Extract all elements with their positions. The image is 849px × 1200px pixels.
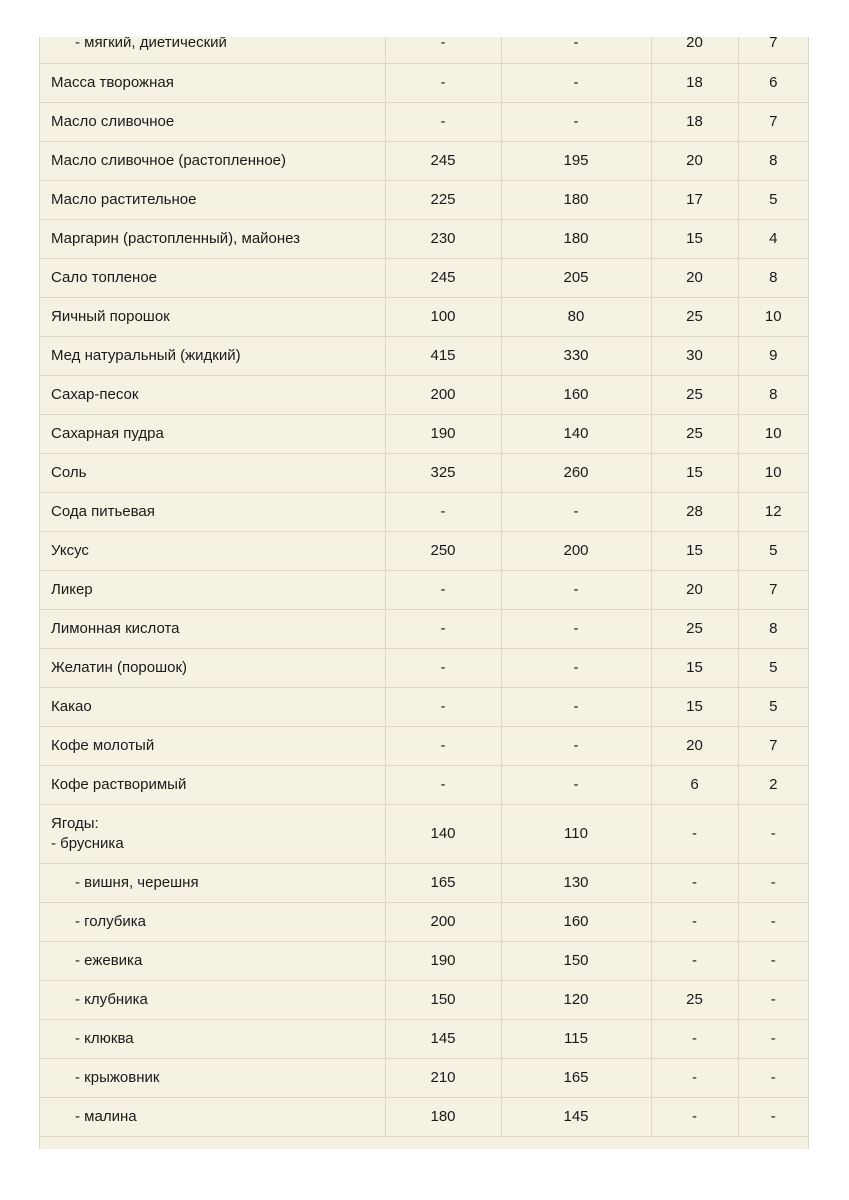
product-name-cell: [40, 570, 385, 609]
product-name-cell: [40, 258, 385, 297]
value-cell-col2: 160: [501, 902, 651, 941]
product-name-label: Масло сливочное: [51, 112, 175, 130]
value-cell-col1: -: [385, 492, 501, 531]
product-name-cell: [40, 37, 385, 63]
product-name-label: - вишня, черешня: [75, 873, 199, 891]
table-row: [40, 1019, 808, 1058]
value-cell-col3: 15: [651, 648, 738, 687]
table-row: [40, 453, 808, 492]
value-cell-col4: 5: [738, 648, 808, 687]
value-cell-col3: 20: [651, 141, 738, 180]
table-body: [40, 37, 808, 1136]
value-cell-col4: -: [738, 804, 808, 863]
value-cell-col3: 20: [651, 726, 738, 765]
value-cell-col3: 25: [651, 414, 738, 453]
value-cell-col4: 10: [738, 297, 808, 336]
value-cell-col4: 7: [738, 102, 808, 141]
measures-table-sheet: [39, 37, 809, 1149]
value-cell-col1: 245: [385, 141, 501, 180]
table-row: [40, 941, 808, 980]
value-cell-col3: 15: [651, 453, 738, 492]
value-cell-col2: 330: [501, 336, 651, 375]
value-cell-col1: 165: [385, 863, 501, 902]
value-cell-col4: 2: [738, 765, 808, 804]
product-name-cell: [40, 726, 385, 765]
value-cell-col2: 205: [501, 258, 651, 297]
product-name-label: - брусника: [51, 834, 124, 852]
value-cell-col2: -: [501, 765, 651, 804]
table-row: [40, 570, 808, 609]
product-name-label: Сахар-песок: [51, 385, 139, 403]
product-name-cell: [40, 609, 385, 648]
value-cell-col2: 165: [501, 1058, 651, 1097]
value-cell-col2: 115: [501, 1019, 651, 1058]
product-name-label: - голубика: [75, 912, 146, 930]
value-cell-col4: 5: [738, 531, 808, 570]
value-cell-col4: 8: [738, 258, 808, 297]
value-cell-col2: 140: [501, 414, 651, 453]
product-name-cell: [40, 297, 385, 336]
value-cell-col3: 18: [651, 102, 738, 141]
table-row: [40, 297, 808, 336]
table-row: [40, 531, 808, 570]
product-name-cell: [40, 1058, 385, 1097]
product-name-cell: [40, 375, 385, 414]
value-cell-col2: -: [501, 648, 651, 687]
product-name-label: Масло растительное: [51, 190, 197, 208]
value-cell-col2: 80: [501, 297, 651, 336]
value-cell-col1: 225: [385, 180, 501, 219]
value-cell-col1: -: [385, 726, 501, 765]
product-name-label: Желатин (порошок): [51, 658, 188, 676]
value-cell-col4: 8: [738, 609, 808, 648]
value-cell-col4: 6: [738, 63, 808, 102]
value-cell-col4: -: [738, 902, 808, 941]
product-name-label: Кофе молотый: [51, 736, 155, 754]
product-name-cell: [40, 1097, 385, 1136]
product-name-label: - ежевика: [75, 951, 143, 969]
value-cell-col2: -: [501, 570, 651, 609]
value-cell-col4: 10: [738, 453, 808, 492]
value-cell-col2: -: [501, 37, 651, 63]
product-name-cell: [40, 648, 385, 687]
value-cell-col1: 190: [385, 414, 501, 453]
value-cell-col3: -: [651, 941, 738, 980]
product-name-cell: [40, 141, 385, 180]
product-name-label: Уксус: [51, 541, 89, 559]
value-cell-col4: 7: [738, 726, 808, 765]
value-cell-col4: -: [738, 980, 808, 1019]
value-cell-col2: 120: [501, 980, 651, 1019]
value-cell-col3: 25: [651, 375, 738, 414]
table-row: [40, 804, 808, 863]
value-cell-col2: -: [501, 687, 651, 726]
product-name-cell: [40, 219, 385, 258]
value-cell-col2: -: [501, 492, 651, 531]
product-name-cell: [40, 941, 385, 980]
product-name-label: - клубника: [75, 990, 148, 1008]
value-cell-col3: 28: [651, 492, 738, 531]
product-name-cell: [40, 531, 385, 570]
value-cell-col1: 200: [385, 902, 501, 941]
value-cell-col2: -: [501, 63, 651, 102]
value-cell-col2: 200: [501, 531, 651, 570]
product-name-label: Сахарная пудра: [51, 424, 164, 442]
value-cell-col3: 25: [651, 609, 738, 648]
value-cell-col3: -: [651, 1097, 738, 1136]
product-name-cell: [40, 863, 385, 902]
value-cell-col4: -: [738, 1097, 808, 1136]
value-cell-col1: 145: [385, 1019, 501, 1058]
value-cell-col3: 20: [651, 37, 738, 63]
value-cell-col4: 4: [738, 219, 808, 258]
product-name-cell: [40, 414, 385, 453]
product-name-label: Ликер: [51, 580, 93, 598]
value-cell-col1: 250: [385, 531, 501, 570]
value-cell-col1: -: [385, 570, 501, 609]
value-cell-col2: 130: [501, 863, 651, 902]
value-cell-col1: 190: [385, 941, 501, 980]
product-name-label: Масса творожная: [51, 73, 174, 91]
table-row: [40, 180, 808, 219]
value-cell-col1: -: [385, 765, 501, 804]
value-cell-col1: 245: [385, 258, 501, 297]
value-cell-col2: 260: [501, 453, 651, 492]
product-name-label: Мед натуральный (жидкий): [51, 346, 241, 364]
product-name-cell: [40, 804, 385, 863]
value-cell-col4: -: [738, 1019, 808, 1058]
value-cell-col3: -: [651, 902, 738, 941]
value-cell-col2: 180: [501, 180, 651, 219]
value-cell-col4: 10: [738, 414, 808, 453]
product-name-label: - мягкий, диетический: [75, 37, 227, 52]
value-cell-col1: 210: [385, 1058, 501, 1097]
product-name-label: Какао: [51, 697, 92, 715]
value-cell-col1: -: [385, 648, 501, 687]
table-row: [40, 648, 808, 687]
product-name-label: - малина: [75, 1107, 137, 1125]
value-cell-col3: 20: [651, 258, 738, 297]
value-cell-col1: -: [385, 687, 501, 726]
value-cell-col4: 5: [738, 180, 808, 219]
value-cell-col1: 325: [385, 453, 501, 492]
product-name-cell: [40, 180, 385, 219]
value-cell-col1: -: [385, 37, 501, 63]
product-group-label: Ягоды:: [51, 814, 99, 832]
value-cell-col2: -: [501, 726, 651, 765]
value-cell-col3: -: [651, 1058, 738, 1097]
product-name-cell: [40, 336, 385, 375]
value-cell-col1: 200: [385, 375, 501, 414]
product-name-label: Сало топленое: [51, 268, 158, 286]
value-cell-col1: 180: [385, 1097, 501, 1136]
value-cell-col2: 110: [501, 804, 651, 863]
value-cell-col1: -: [385, 102, 501, 141]
product-name-cell: [40, 765, 385, 804]
value-cell-col2: 160: [501, 375, 651, 414]
product-name-cell: [40, 63, 385, 102]
value-cell-col4: -: [738, 863, 808, 902]
product-name-label: - крыжовник: [75, 1068, 160, 1086]
table-row: [40, 219, 808, 258]
table-row: [40, 336, 808, 375]
value-cell-col2: 150: [501, 941, 651, 980]
value-cell-col1: -: [385, 63, 501, 102]
table-row: [40, 37, 808, 63]
value-cell-col1: 415: [385, 336, 501, 375]
table-row: [40, 765, 808, 804]
value-cell-col4: -: [738, 1058, 808, 1097]
value-cell-col1: 140: [385, 804, 501, 863]
value-cell-col3: 30: [651, 336, 738, 375]
table-row: [40, 141, 808, 180]
table-row: [40, 375, 808, 414]
table-row: [40, 980, 808, 1019]
value-cell-col2: -: [501, 609, 651, 648]
table-row: [40, 902, 808, 941]
value-cell-col3: 15: [651, 687, 738, 726]
product-name-cell: [40, 1019, 385, 1058]
value-cell-col3: 25: [651, 297, 738, 336]
product-name-cell: [40, 902, 385, 941]
product-name-label: Лимонная кислота: [51, 619, 180, 637]
product-name-cell: [40, 492, 385, 531]
value-cell-col4: 7: [738, 570, 808, 609]
value-cell-col4: 8: [738, 141, 808, 180]
value-cell-col3: 25: [651, 980, 738, 1019]
value-cell-col3: 15: [651, 531, 738, 570]
product-name-label: Сода питьевая: [51, 502, 155, 520]
value-cell-col4: 8: [738, 375, 808, 414]
value-cell-col4: 12: [738, 492, 808, 531]
value-cell-col3: -: [651, 863, 738, 902]
value-cell-col4: 5: [738, 687, 808, 726]
table-row: [40, 102, 808, 141]
value-cell-col3: -: [651, 1019, 738, 1058]
value-cell-col1: 100: [385, 297, 501, 336]
value-cell-col3: 6: [651, 765, 738, 804]
value-cell-col2: -: [501, 102, 651, 141]
value-cell-col3: 15: [651, 219, 738, 258]
product-name-label: Масло сливочное (растопленное): [51, 151, 287, 169]
product-name-cell: [40, 453, 385, 492]
table-row: [40, 609, 808, 648]
product-name-label: Яичный порошок: [51, 307, 170, 325]
table-row: [40, 258, 808, 297]
value-cell-col1: 150: [385, 980, 501, 1019]
value-cell-col3: -: [651, 804, 738, 863]
table-row: [40, 492, 808, 531]
table-row: [40, 63, 808, 102]
value-cell-col2: 145: [501, 1097, 651, 1136]
value-cell-col3: 17: [651, 180, 738, 219]
table-row: [40, 414, 808, 453]
value-cell-col3: 18: [651, 63, 738, 102]
value-cell-col2: 195: [501, 141, 651, 180]
product-name-cell: [40, 102, 385, 141]
product-name-label: Кофе растворимый: [51, 775, 187, 793]
table-row: [40, 863, 808, 902]
food-measures-table: [40, 37, 808, 1137]
value-cell-col4: 9: [738, 336, 808, 375]
value-cell-col2: 180: [501, 219, 651, 258]
value-cell-col1: 230: [385, 219, 501, 258]
product-name-label: - клюква: [75, 1029, 134, 1047]
product-name-cell: [40, 687, 385, 726]
value-cell-col4: 7: [738, 37, 808, 63]
value-cell-col4: -: [738, 941, 808, 980]
product-name-cell: [40, 980, 385, 1019]
product-name-label: Маргарин (растопленный), майонез: [51, 229, 301, 247]
table-row: [40, 1058, 808, 1097]
table-row: [40, 687, 808, 726]
table-row: [40, 1097, 808, 1136]
product-name-label: Соль: [51, 463, 87, 481]
value-cell-col3: 20: [651, 570, 738, 609]
table-row: [40, 726, 808, 765]
value-cell-col1: -: [385, 609, 501, 648]
